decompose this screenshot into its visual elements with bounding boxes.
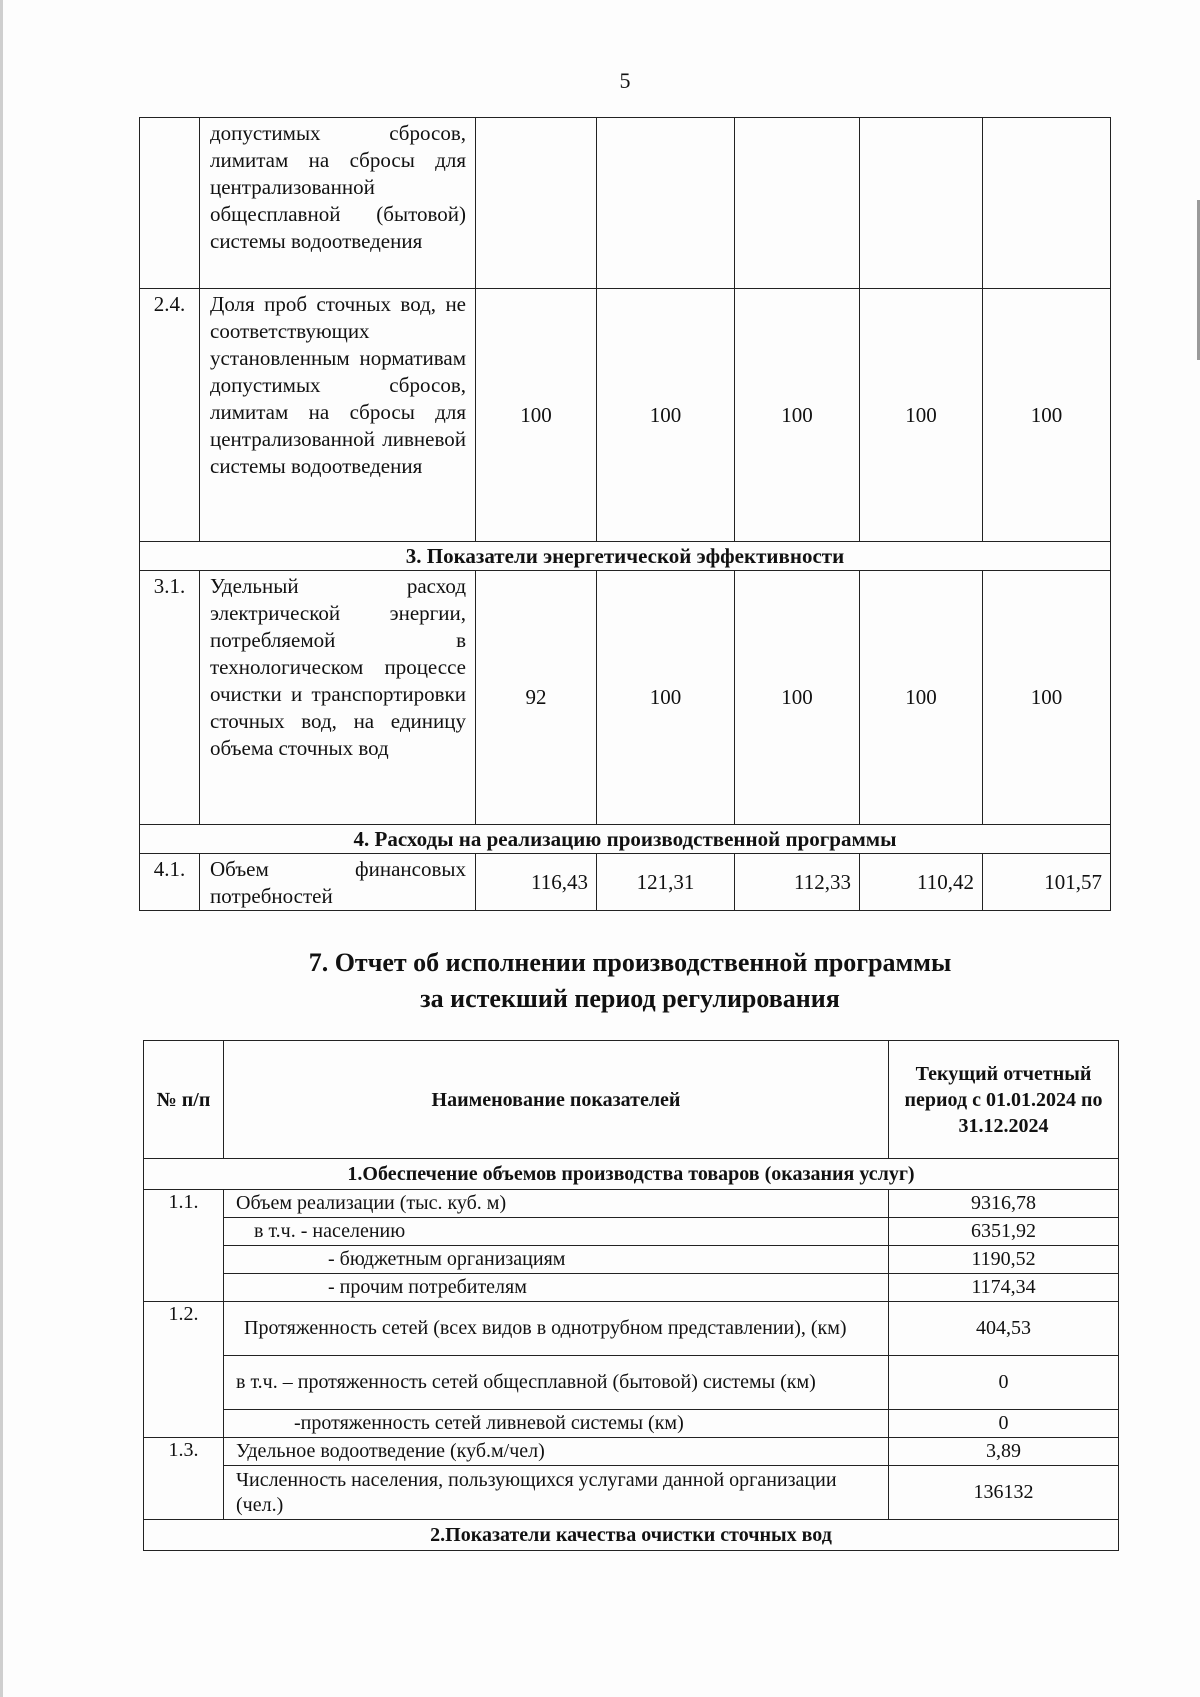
table-row bbox=[144, 1438, 1119, 1466]
value-cell: 100 bbox=[476, 289, 597, 542]
value-cell: 100 bbox=[597, 289, 735, 542]
table-row bbox=[144, 1466, 1119, 1520]
table-row bbox=[144, 1190, 1119, 1218]
value-cell: 1190,52 bbox=[889, 1246, 1119, 1274]
value-cell: 100 bbox=[735, 289, 860, 542]
report-title-line-2: за истекший период регулирования bbox=[420, 984, 840, 1013]
table-row bbox=[144, 1410, 1119, 1438]
table-row bbox=[144, 1218, 1119, 1246]
value-cell: 404,53 bbox=[889, 1302, 1119, 1356]
row-number: 2.4. bbox=[140, 289, 200, 542]
value-cell: 0 bbox=[889, 1410, 1119, 1438]
section-row bbox=[140, 825, 1111, 854]
indicator-name: Объем финансовых потребностей bbox=[200, 854, 476, 911]
value-cell: 0 bbox=[889, 1356, 1119, 1410]
value-cell: 3,89 bbox=[889, 1438, 1119, 1466]
header-number: № п/п bbox=[144, 1041, 224, 1159]
table-row bbox=[144, 1246, 1119, 1274]
table-row bbox=[140, 289, 1111, 542]
table-row bbox=[144, 1302, 1119, 1356]
page-number: 5 bbox=[619, 68, 631, 93]
value-cell: 9316,78 bbox=[889, 1190, 1119, 1218]
row-number: 4.1. bbox=[140, 854, 200, 911]
table-row bbox=[144, 1274, 1119, 1302]
scan-edge-left bbox=[0, 0, 3, 1697]
row-number: 1.1. bbox=[144, 1190, 224, 1302]
value-cell: 100 bbox=[983, 571, 1111, 825]
header-name: Наименование показателей bbox=[224, 1041, 889, 1159]
value-cell: 100 bbox=[983, 289, 1111, 542]
indicator-name: - бюджетным организациям bbox=[224, 1246, 889, 1274]
value-cell: 110,42 bbox=[860, 854, 983, 911]
value-cell bbox=[476, 118, 597, 289]
report-title bbox=[0, 945, 1200, 1017]
indicator-name: Протяженность сетей (всех видов в однотрубном представлении), (км) bbox=[224, 1302, 889, 1356]
row-number: 1.2. bbox=[144, 1302, 224, 1438]
header-period: Текущий отчетный период с 01.01.2024 по 31.12.2024 bbox=[889, 1041, 1119, 1159]
section-heading: 3. Показатели энергетической эффективности bbox=[140, 542, 1111, 571]
indicator-name: Удельный расход электрической энергии, потребляемой в технологическом процессе очистки и транспортировки сточных вод, на единицу объема сточных вод bbox=[200, 571, 476, 825]
value-cell bbox=[735, 118, 860, 289]
value-cell bbox=[597, 118, 735, 289]
value-cell: 100 bbox=[860, 571, 983, 825]
section-heading: 2.Показатели качества очистки сточных вод bbox=[144, 1520, 1119, 1551]
value-cell bbox=[860, 118, 983, 289]
table-row bbox=[144, 1356, 1119, 1410]
value-cell: 112,33 bbox=[735, 854, 860, 911]
indicator-name: в т.ч. – протяженность сетей общесплавной (бытовой) системы (км) bbox=[224, 1356, 889, 1410]
indicator-name: - прочим потребителям bbox=[224, 1274, 889, 1302]
value-cell: 121,31 bbox=[597, 854, 735, 911]
value-cell: 6351,92 bbox=[889, 1218, 1119, 1246]
value-cell: 101,57 bbox=[983, 854, 1111, 911]
value-cell: 136132 bbox=[889, 1466, 1119, 1520]
value-cell: 100 bbox=[735, 571, 860, 825]
value-cell: 116,43 bbox=[476, 854, 597, 911]
value-cell: 92 bbox=[476, 571, 597, 825]
report-table bbox=[143, 1040, 1119, 1551]
row-number bbox=[140, 118, 200, 289]
header-row bbox=[144, 1041, 1119, 1159]
section-row bbox=[140, 542, 1111, 571]
indicator-name: Численность населения, пользующихся услугами данной организации (чел.) bbox=[224, 1466, 889, 1520]
table-row bbox=[140, 118, 1111, 289]
value-cell: 100 bbox=[597, 571, 735, 825]
report-title-line-1: 7. Отчет об исполнении производственной программы bbox=[308, 948, 952, 977]
section-heading: 1.Обеспечение объемов производства товаров (оказания услуг) bbox=[144, 1159, 1119, 1190]
table-row bbox=[140, 571, 1111, 825]
indicator-name: в т.ч. - населению bbox=[224, 1218, 889, 1246]
section-heading: 4. Расходы на реализацию производственной программы bbox=[140, 825, 1111, 854]
indicator-name: Доля проб сточных вод, не соответствующих установленным нормативам допустимых сбросов, лимитам на сбросы для централизованной ливневой системы водоотведения bbox=[200, 289, 476, 542]
section-row bbox=[144, 1520, 1119, 1551]
row-number: 3.1. bbox=[140, 571, 200, 825]
indicator-name: -протяженность сетей ливневой системы (км) bbox=[224, 1410, 889, 1438]
indicator-name: допустимых сбросов, лимитам на сбросы для централизованной общесплавной (бытовой) системы водоотведения bbox=[200, 118, 476, 289]
section-row bbox=[144, 1159, 1119, 1190]
value-cell bbox=[983, 118, 1111, 289]
indicators-table bbox=[139, 117, 1111, 911]
value-cell: 100 bbox=[860, 289, 983, 542]
indicator-name: Объем реализации (тыс. куб. м) bbox=[224, 1190, 889, 1218]
value-cell: 1174,34 bbox=[889, 1274, 1119, 1302]
row-number: 1.3. bbox=[144, 1438, 224, 1520]
table-row bbox=[140, 854, 1111, 911]
indicator-name: Удельное водоотведение (куб.м/чел) bbox=[224, 1438, 889, 1466]
